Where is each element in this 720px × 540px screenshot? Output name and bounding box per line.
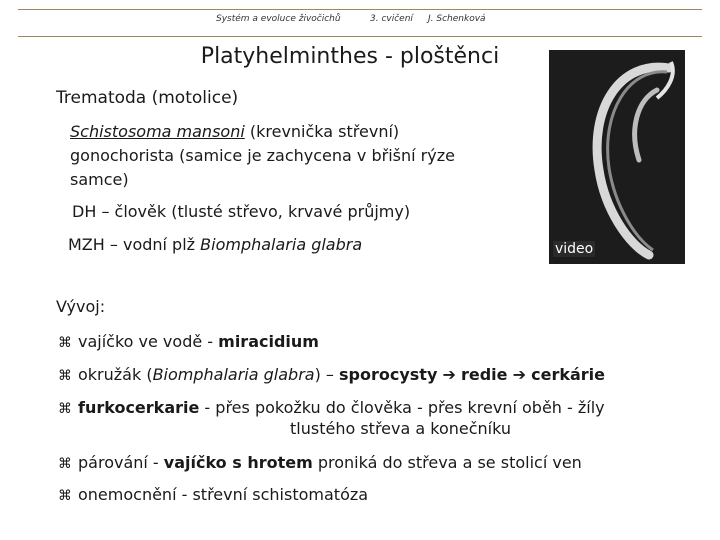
dev-item-1: ⌘ vajíčko ve vodě - miracidium: [58, 330, 319, 355]
header-rule-bottom: [18, 36, 702, 37]
header-course: Systém a evoluce živočichů: [216, 14, 341, 24]
slide-title: Platyhelminthes - ploštěnci: [200, 44, 500, 69]
intermediate-host-species: Biomphalaria glabra: [200, 235, 363, 254]
species-line-2: gonochorista (samice je zachycena v břišní rýze: [70, 146, 455, 165]
bullet-icon: ⌘: [58, 368, 72, 384]
species-line-3: samce): [70, 170, 129, 189]
header-author: J. Schenková: [428, 14, 486, 24]
species-block: [70, 120, 540, 192]
header-lesson: 3. cvičení: [370, 14, 413, 24]
dev-item-5: ⌘ onemocnění - střevní schistomatóza: [58, 483, 368, 508]
subtitle: Trematoda (motolice): [56, 88, 239, 108]
dev-item-3: ⌘ furkocerkarie - přes pokožku do člověka - přes krevní oběh - žíly: [58, 396, 605, 421]
definitive-host: DH – člověk (tlusté střevo, krvavé průjmy): [72, 202, 411, 221]
schistosoma-photo: [549, 50, 685, 264]
schistosoma-illustration: [549, 50, 685, 264]
video-link[interactable]: video: [555, 241, 594, 257]
bullet-icon: ⌘: [58, 335, 72, 351]
arrow-icon: ➔: [442, 365, 456, 384]
bullet-icon: ⌘: [58, 488, 72, 504]
species-line-1: [70, 120, 540, 144]
arrow-icon: ➔: [512, 365, 527, 384]
development-label: Vývoj:: [56, 297, 106, 316]
species-name: Schistosoma mansoni: [70, 122, 245, 141]
bullet-icon: ⌘: [58, 456, 72, 472]
dev-item-3-line2: tlustého střeva a konečníku: [290, 419, 512, 438]
bullet-icon: ⌘: [58, 401, 72, 417]
intermediate-host-prefix: MZH – vodní plž: [68, 235, 201, 254]
intermediate-host: [68, 233, 362, 257]
dev-item-4: ⌘ párování - vajíčko s hrotem proniká do střeva a se stolicí ven: [58, 451, 582, 476]
header-rule-top: [18, 9, 702, 10]
species-common-name: (krevnička střevní): [244, 122, 400, 141]
dev-item-2: ⌘ okružák (Biomphalaria glabra) – sporocysty ➔ redie ➔ cerkárie: [58, 363, 605, 388]
